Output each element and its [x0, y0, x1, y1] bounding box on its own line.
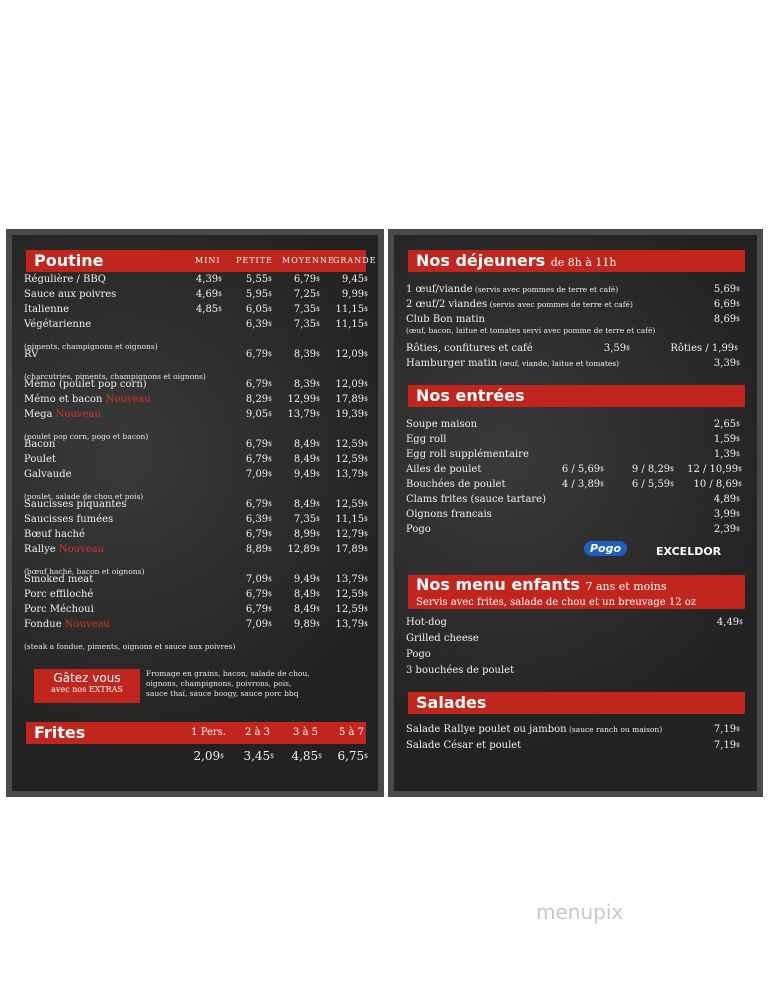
extras-badge-sub: avec nos EXTRAS [51, 685, 123, 694]
new-badge: Nouveau [102, 394, 151, 405]
new-badge: Nouveau [52, 409, 101, 420]
price: 13,79$ [335, 574, 368, 585]
price: 4,39$ [195, 274, 222, 285]
price: 9,89$ [293, 619, 320, 630]
pogo-logo: Pogo [584, 541, 627, 556]
item-name: Soupe maison [406, 419, 478, 430]
extras-badge-title: Gâtez vous [53, 671, 121, 685]
price: 8,89$ [245, 544, 272, 555]
extras-line-3: sauce thaï, sauce boogy, sauce porc bbq [146, 689, 299, 698]
frites-col-2: 2 à 3 [244, 727, 270, 738]
price: 4 / 3,89$ [561, 479, 604, 490]
price: 11,15$ [335, 514, 368, 525]
price: 6,69$ [713, 299, 740, 310]
price: 5,55$ [245, 274, 272, 285]
poutine-row [12, 512, 378, 527]
enfants-line: Servis avec frites, salade de chou et un breuvage 12 oz [416, 597, 697, 608]
poutine-row [12, 602, 378, 617]
price: 3,99$ [713, 509, 740, 520]
item-name: Rôties, confitures et café [406, 343, 533, 354]
price: 6,79$ [245, 349, 272, 360]
price: 12,79$ [335, 529, 368, 540]
entree-row [394, 417, 757, 432]
price: 6,39$ [245, 319, 272, 330]
enfants-subtitle: 7 ans et moins [585, 580, 667, 593]
enfants-price-row [394, 615, 757, 630]
poutine-row [12, 287, 378, 302]
entrees-title: Nos entrées [416, 386, 525, 405]
price: 6,79$ [245, 604, 272, 615]
price: 6,79$ [245, 379, 272, 390]
item-name: Bœuf haché [24, 529, 85, 540]
entrees-banner [408, 385, 745, 407]
price: 4,85$ [195, 304, 222, 315]
price: 9,49$ [293, 469, 320, 480]
price: 8,69$ [713, 314, 740, 325]
price: 7,19$ [713, 740, 740, 751]
price: 17,89$ [335, 394, 368, 405]
poutine-row [12, 542, 378, 557]
price: 11,15$ [335, 319, 368, 330]
price: 12,09$ [335, 349, 368, 360]
frites-price-3: 4,85$ [291, 749, 322, 763]
club-note: (œuf, bacon, laitue et tomates servi avec pomme de terre et café) [406, 326, 656, 335]
item-name: Pogo [406, 649, 431, 660]
new-badge: Nouveau [55, 544, 105, 555]
item-note: (servis avec pommes de terre et café) [472, 285, 619, 294]
price: 4,89$ [713, 494, 740, 505]
dejeuners-title: Nos déjeuners [416, 251, 546, 270]
dejeuner-row [394, 282, 757, 297]
price: 7,19$ [713, 724, 740, 735]
dejeuner-row [394, 356, 757, 371]
item-name: Saucisses fumées [24, 514, 114, 525]
exceldor-logo: EXCELDOR [656, 545, 722, 558]
item-name: Poulet [24, 454, 56, 465]
price: 8,49$ [293, 499, 320, 510]
entree-row [394, 432, 757, 447]
entree-row [394, 507, 757, 522]
note-rv: (charcutries, piments, champignons et oignons) [24, 372, 206, 381]
price: 8,49$ [293, 589, 320, 600]
item-name: Hamburger matin (œuf, viande, laitue et tomates) [406, 358, 620, 369]
price: 5,69$ [713, 284, 740, 295]
left-menu-board [6, 229, 384, 797]
price: 12,89$ [287, 544, 320, 555]
price: 12,59$ [335, 439, 368, 450]
item-name: RV [24, 349, 39, 360]
item-name: 3 bouchées de poulet [406, 665, 515, 676]
price: 6,79$ [245, 589, 272, 600]
item-name: Club Bon matin [406, 314, 485, 325]
item-note: (servis avec pommes de terre et café) [487, 300, 633, 309]
price: 12,09$ [335, 379, 368, 390]
item-name: Ailes de poulet [406, 464, 482, 475]
item-name: Bouchées de poulet [406, 479, 506, 490]
poutine-row [12, 617, 378, 632]
price: 9,99$ [341, 289, 368, 300]
price: 12,99$ [287, 394, 320, 405]
price: 6,79$ [245, 454, 272, 465]
frites-price-2: 3,45$ [243, 749, 274, 763]
col-mini: MINI [195, 256, 221, 265]
item-name: Smoked meat [24, 574, 94, 585]
item-name: Pogo [406, 524, 431, 535]
col-grande: GRANDE [333, 256, 377, 265]
price: 8,39$ [293, 379, 320, 390]
price: 5,95$ [245, 289, 272, 300]
price: 6,05$ [245, 304, 272, 315]
item-name: Rallye Nouveau [24, 544, 105, 555]
poutine-row [12, 272, 378, 287]
note-rallye: (bœuf haché, bacon et oignons) [24, 567, 145, 576]
col-petite: PETITE [236, 256, 273, 265]
price: 8,49$ [293, 439, 320, 450]
price: 8,49$ [293, 454, 320, 465]
item-name: Egg roll supplémentaire [406, 449, 529, 460]
price: 2,39$ [713, 524, 740, 535]
entree-row [394, 492, 757, 507]
item-name: Clams frites (sauce tartare) [406, 494, 547, 505]
salades-title: Salades [416, 693, 487, 712]
item-name: Grilled cheese [406, 633, 479, 644]
price: 7,35$ [293, 304, 320, 315]
item-name: Oignons francais [406, 509, 492, 520]
poutine-row [12, 452, 378, 467]
salade-row [394, 722, 757, 737]
item-name: Saucisses piquantes [24, 499, 127, 510]
item-name: Fondue Nouveau [24, 619, 110, 630]
enfant-row [394, 647, 757, 662]
menupix-watermark: menupix [536, 900, 624, 924]
frites-col-3: 3 à 5 [292, 727, 318, 738]
enfants-banner [408, 575, 745, 609]
poutine-title: Poutine [34, 251, 104, 270]
price: 2,65$ [713, 419, 740, 430]
price: 6,79$ [245, 499, 272, 510]
frites-col-1: 1 Pers. [191, 727, 226, 738]
price: 6,79$ [245, 529, 272, 540]
dejeuners-subtitle: de 8h à 11h [550, 256, 617, 269]
price: 9,05$ [245, 409, 272, 420]
price: 8,99$ [293, 529, 320, 540]
price: 6,79$ [245, 439, 272, 450]
price: 13,79$ [287, 409, 320, 420]
enfants-title: Nos menu enfants [416, 575, 580, 594]
price: 7,35$ [293, 319, 320, 330]
poutine-row [12, 317, 378, 332]
price: 8,49$ [293, 604, 320, 615]
price: 3,59$ [603, 343, 630, 354]
dejeuner-row [394, 297, 757, 312]
price: 6 / 5,59$ [631, 479, 674, 490]
item-name: Mega Nouveau [24, 409, 101, 420]
item-name: Salade Rallye poulet ou jambon (sauce ranch ou maison) [406, 724, 663, 735]
price: 3,39$ [713, 358, 740, 369]
entree-row [394, 522, 757, 537]
price: 12,59$ [335, 589, 368, 600]
item-name: Hot-dog [406, 617, 447, 628]
item-name: 1 œuf/viande (servis avec pommes de terre et café) [406, 284, 619, 295]
extras-line-2: oignons, champignons, poivrons, pois, [146, 679, 292, 688]
frites-prices [12, 749, 378, 764]
price: 13,79$ [335, 469, 368, 480]
poutine-row [12, 392, 378, 407]
extras-badge [34, 669, 140, 703]
item-name: 2 œuf/2 viandes (servis avec pommes de terre et café) [406, 299, 633, 310]
price: 9 / 8,29$ [631, 464, 674, 475]
price: 7,25$ [293, 289, 320, 300]
note-vege: (piments, champignons et oignons) [24, 342, 158, 351]
item-name: Mémo et bacon Nouveau [24, 394, 151, 405]
price: 4,69$ [195, 289, 222, 300]
enfant-row [394, 663, 757, 678]
item-name: Egg roll [406, 434, 447, 445]
price: 6 / 5,69$ [561, 464, 604, 475]
item-name: Sauce aux poivres [24, 289, 117, 300]
price: 7,09$ [245, 574, 272, 585]
frites-portions [12, 725, 378, 740]
frites-price-4: 6,75$ [337, 749, 368, 763]
price: 7,35$ [293, 514, 320, 525]
price: 17,89$ [335, 544, 368, 555]
note-galvaude: (poulet, salade de chou et pois) [24, 492, 144, 501]
col-moyenne: MOYENNE [282, 256, 335, 265]
price: 9,45$ [341, 274, 368, 285]
price: 12 / 10,99$ [687, 464, 742, 475]
item-name: Végétarienne [24, 319, 92, 330]
right-menu-board [388, 229, 763, 797]
new-badge: Nouveau [61, 619, 110, 630]
note-mega: (poulet pop corn, pogo et bacon) [24, 432, 149, 441]
item-note: (œuf, viande, laitue et tomates) [497, 359, 620, 368]
salades-banner [408, 692, 745, 714]
poutine-row [12, 302, 378, 317]
price: 10 / 8,69$ [693, 479, 742, 490]
poutine-row [12, 527, 378, 542]
price: 6,79$ [293, 274, 320, 285]
item-name: Régulière / BBQ [24, 274, 106, 285]
price: 12,59$ [335, 604, 368, 615]
price: 7,09$ [245, 619, 272, 630]
item-name: Bacon [24, 439, 56, 450]
poutine-row [12, 587, 378, 602]
entree-row [394, 462, 757, 477]
price: 11,15$ [335, 304, 368, 315]
poutine-row [12, 407, 378, 422]
frites-title: Frites [34, 723, 86, 742]
price: 6,39$ [245, 514, 272, 525]
price: 8,29$ [245, 394, 272, 405]
price: 8,39$ [293, 349, 320, 360]
dejeuners-banner [408, 250, 745, 272]
price: 1,59$ [713, 434, 740, 445]
dejeuner-row [394, 312, 757, 327]
enfant-row [394, 631, 757, 646]
price: 1,39$ [713, 449, 740, 460]
item-name: Italienne [24, 304, 70, 315]
salade-row [394, 738, 757, 753]
price: 7,09$ [245, 469, 272, 480]
note-fondue: (steak a fondue, piments, oignons et sauce aux poivres) [24, 642, 236, 651]
price: 12,59$ [335, 499, 368, 510]
item-name: Porc Méchoui [24, 604, 94, 615]
item-name: Mémo (poulet pop corn) [24, 379, 147, 390]
item-name: Galvaude [24, 469, 72, 480]
enfants-price: 4,49$ [716, 617, 743, 628]
dejeuner-row [394, 341, 757, 356]
price: 13,79$ [335, 619, 368, 630]
poutine-row [12, 467, 378, 482]
extras-line-1: Fromage en grains, bacon, salade de chou, [146, 669, 310, 678]
entree-row [394, 447, 757, 462]
item-note: (sauce ranch ou maison) [566, 725, 663, 734]
frites-price-1: 2,09$ [193, 749, 224, 763]
item-extra: Rôties / 1,99$ [670, 343, 738, 354]
frites-col-4: 5 à 7 [338, 727, 364, 738]
item-name: Salade César et poulet [406, 740, 522, 751]
item-name: Porc effiloché [24, 589, 94, 600]
entree-row [394, 477, 757, 492]
price: 12,59$ [335, 454, 368, 465]
price: 19,39$ [335, 409, 368, 420]
price: 9,49$ [293, 574, 320, 585]
